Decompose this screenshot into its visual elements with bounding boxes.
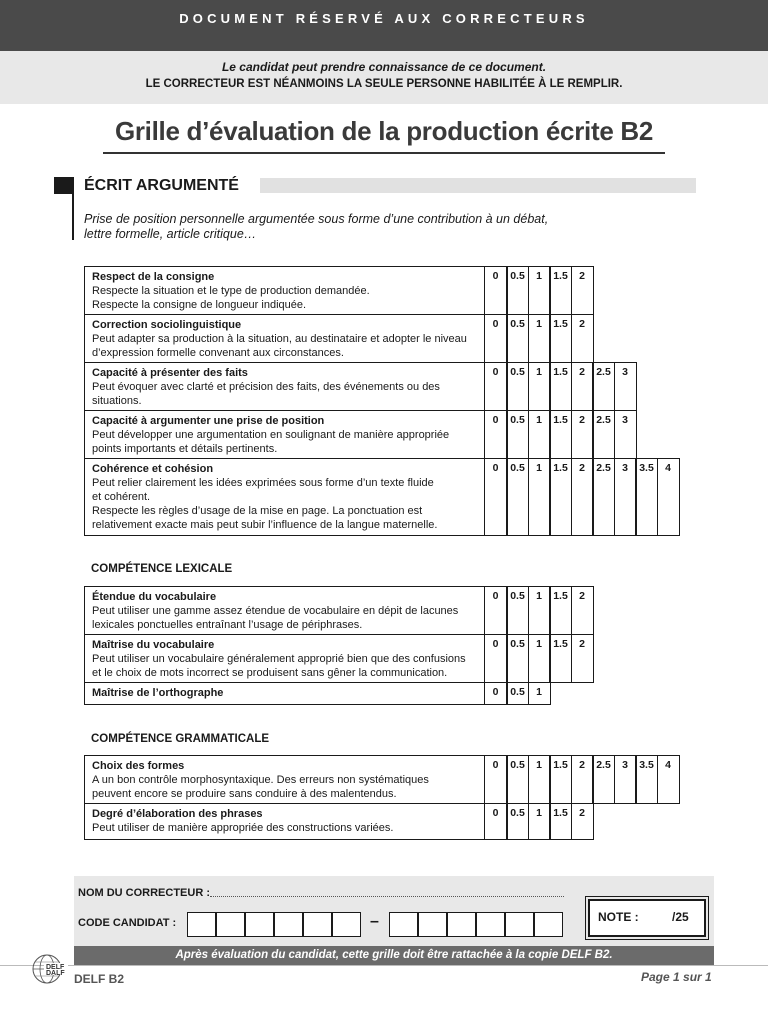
score-cell[interactable]: 1 [528,803,551,840]
score-cell[interactable]: 2 [571,314,594,363]
code-digit-box[interactable] [303,912,332,937]
score-cell[interactable]: 1.5 [549,586,572,635]
criterion-description [84,266,485,315]
score-scale [485,755,680,804]
score-cell[interactable]: 1.5 [549,266,572,315]
criterion-title: Capacité à argumenter une prise de position [92,415,325,427]
criterion-title: Maîtrise de l’orthographe [92,687,224,699]
section-title-band [260,178,696,193]
attach-instruction: Après évaluation du candidat, cette grille doit être rattachée à la copie DELF B2. [74,946,714,965]
score-cell[interactable]: 1 [528,755,551,804]
code-digit-box[interactable] [447,912,476,937]
score-cell[interactable]: 0.5 [506,634,529,683]
section-title: ÉCRIT ARGUMENTÉ [84,177,239,194]
note-label: NOTE : [598,910,639,924]
score-scale [485,458,680,536]
score-cell[interactable]: 0 [484,755,508,804]
globe-icon [30,952,70,986]
criterion-title: Correction sociolinguistique [92,319,242,331]
score-cell[interactable]: 0.5 [506,362,529,411]
criterion-description [84,803,485,840]
svg-text:DELF: DELF [46,964,65,971]
svg-text:DALF: DALF [46,970,65,977]
score-cell[interactable]: 1 [528,634,551,683]
score-cell[interactable]: 1.5 [549,314,572,363]
score-cell[interactable]: 1 [528,410,551,459]
page-title: Grille d’évaluation de la production écrite B2 [114,116,654,146]
score-cell[interactable]: 2 [571,634,594,683]
criterion-line: relativement exacte mais peut subir l’influence de la langue maternelle. [92,519,438,531]
footer-rule [0,965,768,966]
score-cell[interactable]: 4 [657,755,680,804]
candidate-code-label: CODE CANDIDAT : [78,917,177,929]
score-cell[interactable]: 0 [484,362,508,411]
criterion-description [84,634,485,683]
criterion-description [84,586,485,635]
criterion-line: et le choix de mots incorrect se produisent sans gêner la communication. [92,667,448,679]
criterion-line: lexicales ponctuelles entraînant l’usage de périphrases. [92,619,363,631]
criterion-description [84,682,485,705]
criterion-line: d’expression formelle convenant aux circonstances. [92,347,344,359]
score-cell[interactable]: 2 [571,458,594,536]
code-digit-box[interactable] [505,912,534,937]
score-scale [485,586,594,635]
code-digit-box[interactable] [476,912,505,937]
code-digit-box[interactable] [418,912,447,937]
criterion-title: Choix des formes [92,760,185,772]
score-cell[interactable]: 2 [571,410,594,459]
score-cell[interactable]: 1.5 [549,755,572,804]
criterion-line: et cohérent. [92,491,151,503]
criterion-title: Degré d’élaboration des phrases [92,808,263,820]
score-scale [485,803,594,840]
criterion-line: Respecte les règles d’usage de la mise en page. La ponctuation est [92,505,423,517]
criterion-line: Peut utiliser de manière appropriée des constructions variées. [92,822,394,834]
grammar-heading: COMPÉTENCE GRAMMATICALE [91,733,270,745]
score-scale [485,682,551,705]
score-cell[interactable]: 0 [484,634,508,683]
page-number: Page 1 sur 1 [641,970,712,984]
score-cell[interactable]: 0.5 [506,682,529,705]
corrector-name-field[interactable] [210,896,564,897]
criterion-line: situations. [92,395,142,407]
score-cell[interactable]: 2.5 [592,410,615,459]
criterion-line: peuvent encore se produire sans conduire à des malentendus. [92,788,397,800]
code-digit-box[interactable] [216,912,245,937]
score-scale [485,266,594,315]
score-cell[interactable]: 2 [571,755,594,804]
score-scale [485,634,594,683]
score-cell[interactable]: 3 [614,410,637,459]
criterion-line: Peut utiliser une gamme assez étendue de vocabulaire en dépit de lacunes [92,605,459,617]
criterion-description [84,458,485,536]
score-cell[interactable]: 0 [484,410,508,459]
score-cell[interactable]: 0 [484,586,508,635]
score-cell[interactable]: 2.5 [592,755,615,804]
notice-line-2: LE CORRECTEUR EST NÉANMOINS LA SEULE PERSONNE HABILITÉE À LE REMPLIR. [145,78,623,90]
score-cell[interactable]: 2.5 [592,362,615,411]
score-cell[interactable]: 2 [571,266,594,315]
corrector-name-label: NOM DU CORRECTEUR : [78,887,210,899]
criterion-title: Capacité à présenter des faits [92,367,248,379]
criterion-line: A un bon contrôle morphosyntaxique. Des erreurs non systématiques [92,774,429,786]
criterion-title: Cohérence et cohésion [92,463,214,475]
score-cell[interactable]: 0.5 [506,314,529,363]
section-desc-line-2: lettre formelle, article critique… [84,227,257,241]
criterion-title: Étendue du vocabulaire [92,591,217,603]
score-scale [485,362,637,411]
score-cell[interactable]: 4 [657,458,680,536]
criterion-line: points importants et détails pertinents. [92,443,278,455]
exam-brand: DELF B2 [74,972,125,986]
score-cell[interactable]: 0 [484,682,508,705]
criterion-line: Peut utiliser un vocabulaire généralement approprié bien que des confusions [92,653,466,665]
criterion-title: Respect de la consigne [92,271,215,283]
score-cell[interactable]: 0.5 [506,266,529,315]
note-value: /25 [672,910,689,924]
criterion-description [84,362,485,411]
score-cell[interactable]: 1 [528,458,551,536]
score-cell[interactable]: 1.5 [549,803,572,840]
score-scale [485,314,594,363]
score-cell[interactable]: 1.5 [549,634,572,683]
criterion-description [84,755,485,804]
score-cell[interactable]: 3 [614,362,637,411]
score-cell[interactable]: 3 [614,755,637,804]
score-cell[interactable]: 0.5 [506,803,529,840]
criterion-line: Respecte la situation et le type de production demandée. [92,285,370,297]
criterion-line: Peut adapter sa production à la situation, au destinataire et adopter le niveau [92,333,467,345]
score-cell[interactable]: 1.5 [549,410,572,459]
notice-line-1: Le candidat peut prendre connaissance de ce document. [221,60,547,74]
score-cell[interactable]: 0 [484,803,508,840]
title-underline [103,152,665,154]
score-cell[interactable]: 3 [614,458,637,536]
score-scale [485,410,637,459]
score-cell[interactable]: 0.5 [506,586,529,635]
score-cell[interactable]: 0.5 [506,458,529,536]
score-cell[interactable]: 1 [528,362,551,411]
score-cell[interactable]: 2 [571,803,594,840]
delf-dalf-logo [30,952,70,991]
score-cell[interactable]: 1.5 [549,362,572,411]
score-cell[interactable]: 0.5 [506,410,529,459]
section-marker [54,177,74,194]
score-cell[interactable]: 1 [528,586,551,635]
reserved-banner [0,0,768,51]
score-cell[interactable]: 2.5 [592,458,615,536]
section-description [84,212,644,242]
criterion-description [84,314,485,363]
score-cell[interactable]: 3.5 [635,458,658,536]
score-cell[interactable]: 0 [484,458,508,536]
score-cell[interactable]: 1 [528,314,551,363]
score-cell[interactable]: 1.5 [549,458,572,536]
score-cell[interactable]: 0 [484,266,508,315]
criterion-line: Respecte la consigne de longueur indiquée. [92,299,307,311]
score-cell[interactable]: 0.5 [506,755,529,804]
criterion-line: Peut évoquer avec clarté et précision des faits, des événements ou des [92,381,440,393]
banner-text: DOCUMENT RÉSERVÉ AUX CORRECTEURS [179,11,589,26]
section-vertical-rule [72,194,74,240]
code-digit-box[interactable] [534,912,563,937]
code-digit-box[interactable] [332,912,361,937]
code-digit-box[interactable] [245,912,274,937]
score-cell[interactable]: 0 [484,314,508,363]
score-cell[interactable]: 3.5 [635,755,658,804]
score-cell[interactable]: 2 [571,362,594,411]
score-cell[interactable]: 1 [528,266,551,315]
code-digit-box[interactable] [187,912,216,937]
score-cell[interactable]: 2 [571,586,594,635]
code-digit-box[interactable] [274,912,303,937]
criterion-line: Peut développer une argumentation en soulignant de manière appropriée [92,429,450,441]
notice-box [0,51,768,104]
criterion-line: Peut relier clairement les idées exprimées sous forme d’un texte fluide [92,477,434,489]
score-cell[interactable]: 1 [528,682,551,705]
section-desc-line-1: Prise de position personnelle argumentée sous forme d’une contribution à un débat, [84,212,549,226]
criterion-description [84,410,485,459]
code-digit-box[interactable] [389,912,418,937]
code-separator: – [370,913,379,930]
lexical-heading: COMPÉTENCE LEXICALE [91,563,233,575]
criterion-title: Maîtrise du vocabulaire [92,639,215,651]
